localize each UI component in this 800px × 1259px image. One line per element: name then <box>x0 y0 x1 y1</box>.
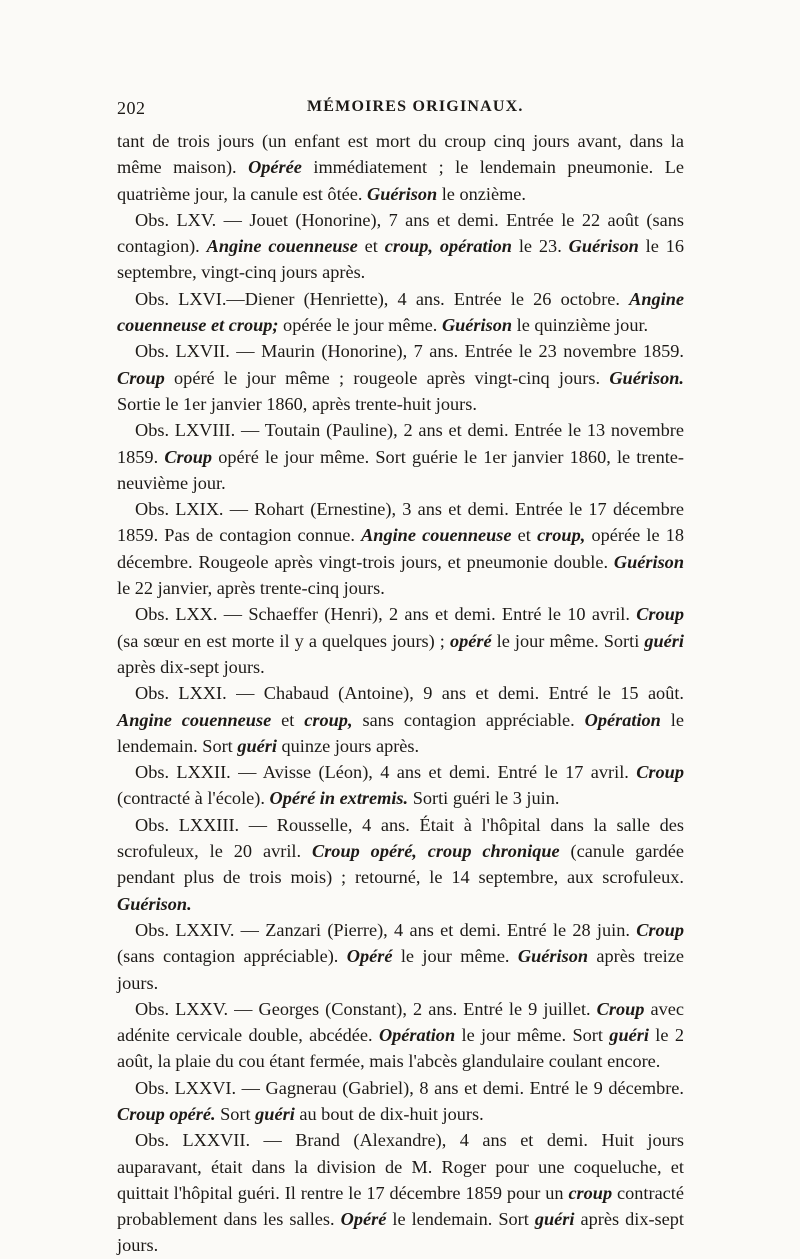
para-run: opérée le jour même. <box>278 315 442 336</box>
italic-run: Guérison <box>613 551 684 572</box>
italic-run: Opéré in extremis. <box>269 788 409 809</box>
paragraph <box>117 207 684 286</box>
italic-run: croup, <box>537 525 586 546</box>
para-run: (sa sœur en est morte il y a quelques jours) ; <box>117 630 450 651</box>
italic-run: Angine couenneuse <box>361 525 512 546</box>
para-run: le lendemain. Sort <box>386 1209 535 1230</box>
italic-run: Angine couenneuse <box>117 709 272 730</box>
para-run: Obs. LXXIV. — Zanzari (Pierre), 4 ans et demi. Entré le 28 juin. <box>135 919 637 940</box>
paragraph <box>117 1127 684 1258</box>
italic-run: guéri <box>609 1025 649 1046</box>
italic-run: Croup <box>596 998 645 1019</box>
italic-run: Guérison <box>517 946 589 967</box>
para-run: opéré le jour même. Sort guérie le 1er janvier 1860, le trente-neuvième jour. <box>117 446 685 493</box>
italic-run: croup, opération <box>384 236 512 257</box>
italic-run: guéri <box>644 630 684 651</box>
italic-run: guéri <box>534 1209 575 1230</box>
para-run: Sortie le 1er janvier 1860, après trente-huit jours. <box>117 393 477 414</box>
para-run: le quinzième jour. <box>512 315 649 336</box>
italic-run: guéri <box>255 1103 295 1124</box>
para-run: quinze jours après. <box>276 735 420 756</box>
italic-run: guéri <box>237 735 277 756</box>
para-run: et <box>271 709 305 730</box>
italic-run: Opérée <box>248 157 302 178</box>
para-run: avec adénite cervicale double, abcédée. <box>117 998 684 1046</box>
italic-run: Croup <box>117 367 165 388</box>
page-header <box>117 98 684 124</box>
para-run: contracté probablement dans les salles. <box>117 1182 684 1230</box>
paragraph <box>117 496 684 601</box>
italic-run: Croup <box>636 604 684 625</box>
paragraph <box>117 680 684 759</box>
italic-run: Guérison. <box>609 367 684 388</box>
para-run: Obs. LXXV. — Georges (Constant), 2 ans. Entré le 9 juillet. <box>135 998 597 1019</box>
italic-run: Croup <box>636 762 684 783</box>
italic-run: Croup opéré, croup chronique <box>312 841 560 862</box>
paragraph <box>117 917 684 996</box>
para-run: le jour même. Sorti <box>491 630 645 651</box>
para-run: le 22 janvier, après trente-cinq jours. <box>117 578 385 599</box>
para-run: le onzième. <box>437 183 526 204</box>
para-run: Obs. LXIX. — Rohart (Ernestine), 3 ans et demi. Entrée le 17 décembre 1859. Pas de contagion connue. <box>117 499 684 546</box>
para-run: Obs. LXXIII. — Rousselle, 4 ans. Était à l'hôpital dans la salle des scrofuleux, le 20 avril. <box>117 814 684 862</box>
page-number: 202 <box>117 98 146 118</box>
para-run: opéré le jour même ; rougeole après vingt-cinq jours. <box>164 367 610 388</box>
para-run: Sort <box>215 1103 256 1124</box>
para-run: le jour même. <box>392 946 518 967</box>
para-run: après dix-sept jours. <box>117 656 265 677</box>
italic-run: Croup <box>164 446 213 467</box>
para-run: et <box>357 236 385 257</box>
body-text <box>117 128 684 1259</box>
para-run: Obs. LXXVI. — Gagnerau (Gabriel), 8 ans et demi. Entré le 9 décembre. <box>135 1077 684 1098</box>
para-run: Obs. LXVII. — Maurin (Honorine), 7 ans. Entrée le 23 novembre 1859. <box>135 341 684 362</box>
para-run: Obs. LXXVII. — Brand (Alexandre), 4 ans et demi. Huit jours auparavant, était dans la division de M. Roger pour une coqueluche, et quittait l'hôpital guéri. Il rentre le 17 décembre 1859 pour un <box>117 1130 684 1203</box>
paragraph <box>117 128 684 207</box>
para-run: immédiatement ; le lendemain pneumonie. Le quatrième jour, la canule est ôtée. <box>117 157 684 204</box>
para-run: sans contagion appréciable. <box>352 709 585 730</box>
italic-run: Croup opéré. <box>117 1103 216 1124</box>
para-run: opérée le 18 décembre. Rougeole après vingt-trois jours, et pneumonie double. <box>117 525 685 572</box>
para-run: (contracté à l'école). <box>117 788 270 809</box>
para-run: au bout de dix-huit jours. <box>294 1103 484 1124</box>
para-run: le 2 août, la plaie du cou étant fermée, mais l'abcès glandulaire coulant encore. <box>117 1025 684 1072</box>
running-head: MÉMOIRES ORIGINAUX. <box>307 98 524 115</box>
para-run: Obs. LXVI.—Diener (Henriette), 4 ans. Entrée le 26 octobre. <box>135 288 630 309</box>
paragraph <box>117 759 684 812</box>
paragraph <box>117 996 684 1075</box>
para-run: Obs. LXX. — Schaeffer (Henri), 2 ans et demi. Entré le 10 avril. <box>135 604 637 625</box>
italic-run: Guérison. <box>117 893 192 914</box>
para-run: le jour même. Sort <box>455 1025 610 1046</box>
para-run: après treize jours. <box>117 946 684 993</box>
para-run: Sorti guéri le 3 juin. <box>408 788 560 809</box>
para-run: le 16 septembre, vingt-cinq jours après. <box>117 236 684 283</box>
italic-run: opéré <box>449 630 492 651</box>
italic-run: Opéré <box>346 946 393 967</box>
italic-run: Guérison <box>441 315 513 336</box>
italic-run: Guérison <box>568 236 639 257</box>
italic-run: Opéré <box>340 1209 387 1230</box>
para-run: tant de trois jours (un enfant est mort du croup cinq jours avant, dans la même maison). <box>117 131 684 178</box>
paragraph <box>117 417 684 496</box>
paragraph <box>117 601 684 680</box>
italic-run: Guérison <box>367 183 438 204</box>
para-run: Obs. LXXI. — Chabaud (Antoine), 9 ans et demi. Entré le 15 août. <box>135 683 684 704</box>
italic-run: Opération <box>378 1025 456 1046</box>
paragraph <box>117 1075 684 1128</box>
italic-run: Opération <box>584 709 661 730</box>
paragraph <box>117 338 684 417</box>
italic-run: croup, <box>304 709 353 730</box>
para-run: Obs. LXV. — Jouet (Honorine), 7 ans et demi. Entrée le 22 août (sans contagion). <box>117 209 684 257</box>
italic-run: Angine couenneuse et croup; <box>117 288 684 336</box>
para-run: Obs. LXXII. — Avisse (Léon), 4 ans et demi. Entré le 17 avril. <box>135 762 637 783</box>
italic-run: Croup <box>636 919 684 940</box>
italic-run: Angine couenneuse <box>206 236 358 257</box>
para-run: et <box>511 525 538 546</box>
paragraph <box>117 286 684 339</box>
para-run: le 23. <box>511 236 569 257</box>
para-run: le lendemain. Sort <box>117 709 684 756</box>
para-run: Obs. LXVIII. — Toutain (Pauline), 2 ans et demi. Entrée le 13 novembre 1859. <box>117 420 684 467</box>
para-run: (sans contagion appréciable). <box>117 946 347 967</box>
italic-run: croup <box>568 1182 613 1203</box>
para-run: après dix-sept jours. <box>117 1209 684 1256</box>
paragraph <box>117 812 684 917</box>
para-run: (canule gardée pendant plus de trois mois) ; retourné, le 14 septembre, aux scrofuleux. <box>117 841 684 888</box>
